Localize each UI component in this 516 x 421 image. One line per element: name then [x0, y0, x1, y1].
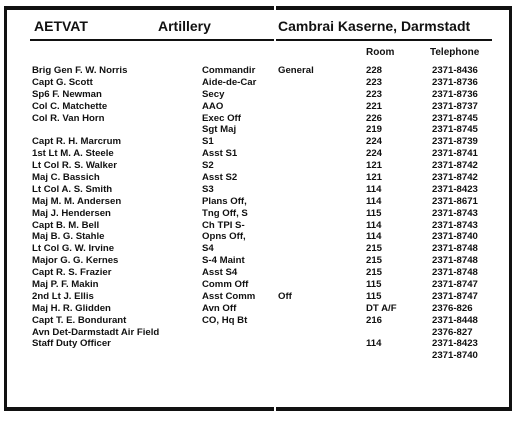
position-title: Asst Comm [202, 290, 256, 302]
telephone-number: 2371-8739 [432, 136, 478, 148]
room-number: 221 [366, 100, 383, 112]
person-name: Col R. Van Horn [32, 112, 105, 124]
person-name: 1st Lt M. A. Steele [32, 148, 114, 160]
telephone-number: 2371-8742 [432, 172, 478, 184]
person-name: Lt Col G. W. Irvine [32, 243, 115, 255]
position-title: S1 [202, 136, 214, 148]
heading-underline [30, 39, 274, 41]
table-row [4, 124, 274, 136]
person-name: Maj C. Bassich [32, 172, 100, 184]
room-number: 114 [366, 338, 382, 350]
table-row [276, 196, 512, 208]
table-row [276, 291, 512, 303]
right-page [276, 6, 512, 411]
person-name: Maj J. Hendersen [32, 207, 111, 219]
table-row [276, 208, 512, 220]
left-page [4, 6, 274, 411]
person-name: Col C. Matchette [32, 100, 108, 112]
title-continuation: Off [278, 290, 292, 302]
person-name: Major G. G. Kernes [32, 255, 119, 267]
room-number: 223 [366, 88, 383, 100]
table-row [276, 243, 512, 255]
position-title: Comm Off [202, 279, 249, 291]
position-title: Secy [202, 88, 225, 100]
position-title: S3 [202, 183, 214, 195]
telephone-number: 2371-8423 [432, 183, 478, 195]
position-title: Asst S1 [202, 148, 238, 160]
room-number: 114 [366, 195, 382, 207]
table-row [4, 196, 274, 208]
table-row [276, 77, 512, 89]
top-rule [4, 6, 274, 10]
heading-underline [276, 39, 492, 41]
person-name: Avn Det-Darmstadt Air Field [32, 326, 160, 338]
table-row [4, 267, 274, 279]
room-number: 121 [366, 172, 383, 184]
telephone-number: 2371-8741 [432, 148, 478, 160]
telephone-number: 2371-8671 [432, 195, 478, 207]
table-row [276, 124, 512, 136]
room-number: 224 [366, 148, 383, 160]
telephone-number: 2371-8748 [432, 255, 478, 267]
table-row [4, 291, 274, 303]
person-name: Maj P. F. Makin [32, 279, 99, 291]
telephone-number: 2371-8436 [432, 65, 478, 76]
room-number: 115 [366, 207, 382, 219]
telephone-number: 2371-8743 [432, 219, 478, 231]
person-name: Brig Gen F. W. Norris [32, 65, 128, 76]
table-row [4, 160, 274, 172]
person-name: Capt B. M. Bell [32, 219, 100, 231]
telephone-number: 2371-8747 [432, 290, 478, 302]
position-title: Aide-de-Car [202, 76, 257, 88]
room-column-header: Room [366, 47, 395, 58]
room-number: 228 [366, 65, 383, 76]
person-name: Capt R. H. Marcrum [32, 136, 122, 148]
room-number: 215 [366, 243, 383, 255]
table-row [4, 77, 274, 89]
table-row [4, 184, 274, 196]
position-title: Opns Off, [202, 231, 246, 243]
position-title: Plans Off, [202, 195, 247, 207]
person-name: Capt T. E. Bondurant [32, 314, 127, 326]
telephone-number: 2371-8743 [432, 207, 478, 219]
telephone-number: 2371-8737 [432, 100, 478, 112]
branch-heading: Artillery [158, 18, 211, 34]
table-row [4, 350, 274, 362]
room-number: 115 [366, 279, 382, 291]
table-row [4, 338, 274, 350]
bottom-rule [4, 407, 274, 411]
table-row [4, 65, 274, 77]
table-row [276, 327, 512, 339]
directory-right [276, 65, 512, 362]
position-title: Tng Off, S [202, 207, 248, 219]
unit-heading: AETVAT [34, 18, 88, 34]
person-name: Maj B. G. Stahle [32, 231, 105, 243]
person-name: Maj M. M. Andersen [32, 195, 122, 207]
table-row [276, 101, 512, 113]
position-title: Exec Off [202, 112, 241, 124]
table-row [276, 89, 512, 101]
telephone-number: 2371-8736 [432, 88, 478, 100]
room-number: 114 [366, 219, 382, 231]
person-name: Staff Duty Officer [32, 338, 111, 350]
telephone-column-header: Telephone [430, 47, 480, 58]
position-title: Ch TPI S- [202, 219, 245, 231]
table-row [4, 89, 274, 101]
table-row [4, 136, 274, 148]
table-row [4, 101, 274, 113]
telephone-number: 2371-8747 [432, 279, 478, 291]
position-title: Commandir [202, 65, 256, 76]
table-row [276, 350, 512, 362]
position-title: S4 [202, 243, 214, 255]
table-row [4, 231, 274, 243]
room-number: 114 [366, 183, 382, 195]
telephone-number: 2371-8740 [432, 231, 478, 243]
room-number: 216 [366, 314, 383, 326]
table-row [276, 148, 512, 160]
table-row [276, 279, 512, 291]
directory-left [4, 65, 274, 362]
position-title: Avn Off [202, 302, 237, 314]
telephone-number: 2371-8748 [432, 243, 478, 255]
table-row [4, 208, 274, 220]
telephone-number: 2376-827 [432, 326, 473, 338]
room-number: 226 [366, 112, 383, 124]
table-row [4, 327, 274, 339]
position-title: CO, Hq Bt [202, 314, 248, 326]
table-row [4, 113, 274, 125]
room-number: 115 [366, 290, 382, 302]
person-name: Sp6 F. Newman [32, 88, 102, 100]
title-continuation: General [278, 65, 314, 76]
telephone-number: 2371-8745 [432, 112, 478, 124]
telephone-number: 2371-8448 [432, 314, 478, 326]
room-number: 215 [366, 255, 383, 267]
telephone-number: 2371-8423 [432, 338, 478, 350]
table-row [276, 172, 512, 184]
table-row [276, 160, 512, 172]
table-row [276, 303, 512, 315]
position-title: S-4 Maint [202, 255, 245, 267]
position-title: S2 [202, 160, 214, 172]
telephone-number: 2371-8748 [432, 267, 478, 279]
table-row [276, 220, 512, 232]
table-row [276, 136, 512, 148]
table-row [4, 255, 274, 267]
table-row [4, 279, 274, 291]
table-row [4, 315, 274, 327]
table-row [4, 172, 274, 184]
location-heading: Cambrai Kaserne, Darmstadt [278, 18, 471, 34]
person-name: Lt Col R. S. Walker [32, 160, 117, 172]
table-row [276, 65, 512, 77]
position-title: AAO [202, 100, 224, 112]
room-number: 114 [366, 231, 382, 243]
position-title: Asst S2 [202, 172, 238, 184]
person-name: Maj H. R. Glidden [32, 302, 111, 314]
bottom-rule [276, 407, 512, 411]
table-row [276, 113, 512, 125]
person-name: Capt G. Scott [32, 76, 93, 88]
position-title: Sgt Maj [202, 124, 237, 136]
person-name: 2nd Lt J. Ellis [32, 290, 94, 302]
table-row [4, 243, 274, 255]
person-name: Lt Col A. S. Smith [32, 183, 113, 195]
table-row [276, 231, 512, 243]
room-number: 215 [366, 267, 383, 279]
table-row [276, 184, 512, 196]
room-number: 224 [366, 136, 383, 148]
table-row [4, 303, 274, 315]
person-name: Capt R. S. Frazier [32, 267, 112, 279]
telephone-number: 2371-8742 [432, 160, 478, 172]
telephone-number: 2371-8745 [432, 124, 478, 136]
top-rule [276, 6, 512, 10]
table-row [4, 220, 274, 232]
room-number: 223 [366, 76, 383, 88]
table-row [276, 338, 512, 350]
room-number: 121 [366, 160, 383, 172]
table-row [276, 255, 512, 267]
table-row [276, 267, 512, 279]
telephone-number: 2376-826 [432, 302, 473, 314]
table-row [276, 315, 512, 327]
position-title: Asst S4 [202, 267, 238, 279]
telephone-number: 2371-8736 [432, 76, 478, 88]
table-row [4, 148, 274, 160]
room-number: DT A/F [366, 302, 397, 314]
room-number: 219 [366, 124, 383, 136]
telephone-number: 2371-8740 [432, 350, 478, 362]
